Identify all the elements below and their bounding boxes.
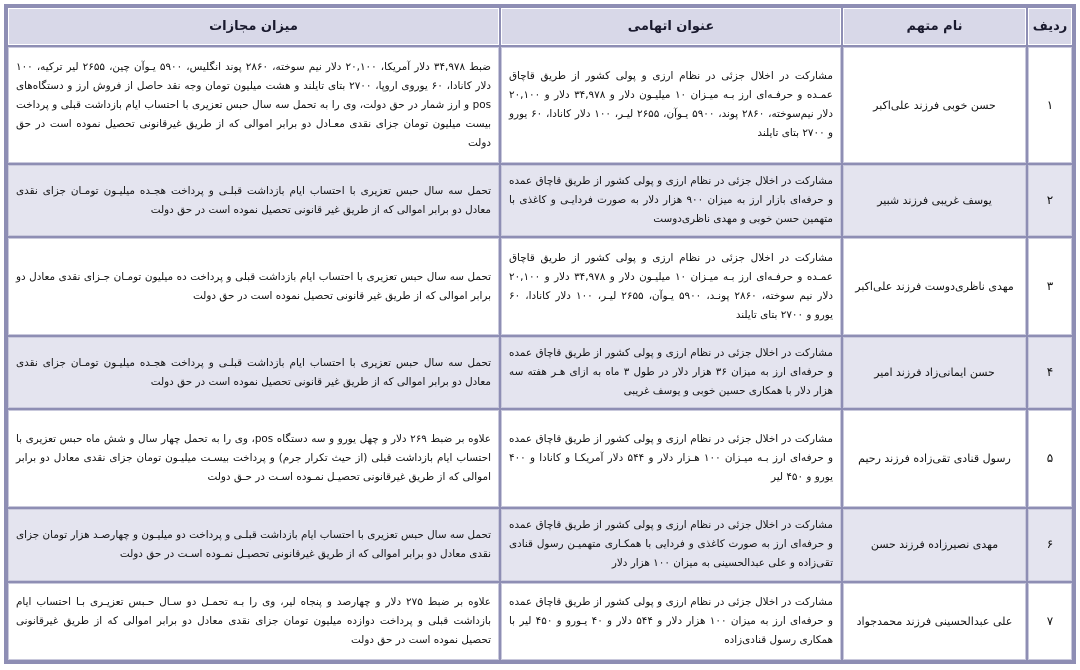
header-charge: عنوان اتهامی	[501, 8, 841, 45]
row-number: ۶	[1028, 509, 1072, 580]
penalty-cell: تحمل سه سال حبس تعزیری با احتساب ایام بازداشت قبلـی و پرداخت دو میلیـون و چهارصـد هزار تومان جزای نقدی معادل دو برابر اموالی که از طریق غیرقانونی تحصیـل نمـوده اسـت در حق دولت	[8, 509, 499, 580]
defendant-name: رسول قنادی تقی‌زاده فرزند رحیم	[843, 410, 1026, 507]
charge-cell: مشارکت در اخلال جزئی در نظام ارزی و پولی کشور از طریق قاچاق عمده و حرفه‌ای ارز به صورت کاغذی و فردایی با همکـاری متهمیـن رسول قنادی تقی‌زاده و علی عبدالحسینی به میزان ۱۰۰ هزار دلار	[501, 509, 841, 580]
row-number: ۵	[1028, 410, 1072, 507]
penalty-cell: ضبط ۳۴,۹۷۸ دلار آمریکا، ۲۰,۱۰۰ دلار نیم سوخته، ۲۸۶۰ پوند انگلیس، ۵۹۰۰ یـوآن چین، ۲۶۵۵ لیر ترکیه، ۱۰۰ دلار کانادا، ۶۰ یوروی اروپا، ۲۷۰۰ بتای تایلند و هشت میلیون تومان وجه نقد حاصل از فروش ارز و دستگاه‌های pos و ارز شمار در حق دولت، وی را به تحمل سه سال حبس تعزیری با احتساب ایام بازداشت قبلی و پرداخت بیست میلیون تومان جزای نقدی معـادل دو برابر اموالی که از طریق غیرقانونی تحصیل نموده است در حق دولت	[8, 47, 499, 163]
table-row	[8, 337, 1072, 408]
defendant-name: مهدی نصیرزاده فرزند حسن	[843, 509, 1026, 580]
penalty-cell: علاوه بر ضبط ۲۷۵ دلار و چهارصد و پنجاه لیر، وی را بـه تحمـل دو سـال حـبس تعزیـری بـا احتساب ایام بازداشت قبلی و پرداخت دوازده میلیون تومان جزای نقدی معادل دو برابر اموالی که از طریق غیرقانونی تحصیل نموده است در حق دولت	[8, 583, 499, 660]
penalty-cell: تحمل سه سال حبس تعزیری با احتساب ایام بازداشت قبلـی و پرداخت هجـده میلیـون تومـان جزای نقدی معادل دو برابر اموالی که از طریق غیر قانونی تحصیل نموده است در حق دولت	[8, 337, 499, 408]
charge-cell: مشارکت در اخلال جزئی در نظام ارزی و پولی کشور از طریق قاچاق عمـده و حرفـه‌ای ارز بـه میـزان ۱۰ میلیـون دلار و ۳۴,۹۷۸ دلار و ۲۰,۱۰۰ دلار نیم سوخته، ۲۸۶۰ پونـد، ۵۹۰۰ یـوآن، ۲۶۵۵ لیـر، ۱۰۰ دلار کانادا، ۶۰ یورو و ۲۷۰۰ بتای تایلند	[501, 238, 841, 335]
charge-cell: مشارکت در اخلال جزئی در نظام ارزی و پولی کشور از طریق قاچاق عمده و حرفه‌ای بازار ارز به میزان ۹۰۰ هزار دلار به صورت فردایـی و کاغذی با متهمین حسن خوبی و مهدی ناظری‌دوست	[501, 165, 841, 236]
table-row	[8, 165, 1072, 236]
header-defendant-name: نام متهم	[843, 8, 1026, 45]
charge-cell: مشارکت در اخلال جزئی در نظام ارزی و پولی کشور از طریق قاچاق عمده و حرفه‌ای ارز به میزان ۳۶ هزار دلار در طول ۳ ماه به ازای هـر هفته سه هزار دلار با همکاری حسین خوبی و یوسف غریبی	[501, 337, 841, 408]
defendant-name: یوسف غریبی فرزند شبیر	[843, 165, 1026, 236]
penalty-cell: تحمل سه سال حبس تعزیری با احتساب ایام بازداشت قبلی و پرداخت ده میلیون تومـان جـزای نقدی معادل دو برابر اموالی که از طریق غیر قانونی تحصیل نموده است در حق دولت	[8, 238, 499, 335]
defendant-name: حسن خوبی فرزند علی‌اکبر	[843, 47, 1026, 163]
table-row	[8, 509, 1072, 580]
table-header-row	[8, 8, 1072, 45]
defendant-name: علی عبدالحسینی فرزند محمدجواد	[843, 583, 1026, 660]
penalty-cell: علاوه بر ضبط ۲۶۹ دلار و چهل یورو و سه دستگاه pos، وی را به تحمل چهار سال و شش ماه حبس تعزیری با احتساب ایام بازداشت قبلی (از حیث تکرار جرم) و پرداخت بیسـت میلیـون تومان جزای نقدی معادل دو برابر اموالی که از طریق غیرقانونی تحصیـل نمـوده اسـت در حـق دولت	[8, 410, 499, 507]
table-row	[8, 47, 1072, 163]
defendant-name: مهدی ناظری‌دوست فرزند علی‌اکبر	[843, 238, 1026, 335]
sentences-table-frame	[4, 4, 1076, 664]
charge-cell: مشارکت در اخلال جزئی در نظام ارزی و پولی کشور از طریق قاچاق عمـده و حرفـه‌ای ارز بـه میـزان ۱۰ میلیـون دلار و ۳۴,۹۷۸ دلار و ۲۰,۱۰۰ دلار نیم‌سوخته، ۲۸۶۰ پوند، ۵۹۰۰ یـوآن، ۲۶۵۵ لیـر، ۱۰۰ دلار کانادا، ۶۰ یورو و ۲۷۰۰ بتای تایلند	[501, 47, 841, 163]
row-number: ۴	[1028, 337, 1072, 408]
row-number: ۲	[1028, 165, 1072, 236]
row-number: ۳	[1028, 238, 1072, 335]
sentences-table	[6, 6, 1074, 662]
header-penalty: میزان مجازات	[8, 8, 499, 45]
penalty-cell: تحمل سه سال حبس تعزیری با احتساب ایام بازداشت قبلـی و پرداخت هجـده میلیـون تومـان جزای نقدی معادل دو برابر اموالی که از طریق غیر قانونی تحصیل نموده است در حق دولت	[8, 165, 499, 236]
table-row	[8, 583, 1072, 660]
header-row-number: ردیف	[1028, 8, 1072, 45]
charge-cell: مشارکت در اخلال جزئی در نظام ارزی و پولی کشور از طریق قاچاق عمده و حرفه‌ای ارز به میزان ۱۰۰ هزار دلار و ۵۴۴ دلار و ۴۰ یـورو و ۴۵۰ لیر با همکاری رسول قنادی‌زاده	[501, 583, 841, 660]
table-row	[8, 238, 1072, 335]
table-row	[8, 410, 1072, 507]
row-number: ۷	[1028, 583, 1072, 660]
defendant-name: حسن ایمانی‌زاد فرزند امیر	[843, 337, 1026, 408]
charge-cell: مشارکت در اخلال جزئی در نظام ارزی و پولی کشور از طریق قاچاق عمده و حرفه‌ای ارز بـه میـزان ۱۰۰ هـزار دلار و ۵۴۴ دلار آمریکـا و کانادا و ۴۰۰ یورو و ۴۵۰ لیر	[501, 410, 841, 507]
row-number: ۱	[1028, 47, 1072, 163]
